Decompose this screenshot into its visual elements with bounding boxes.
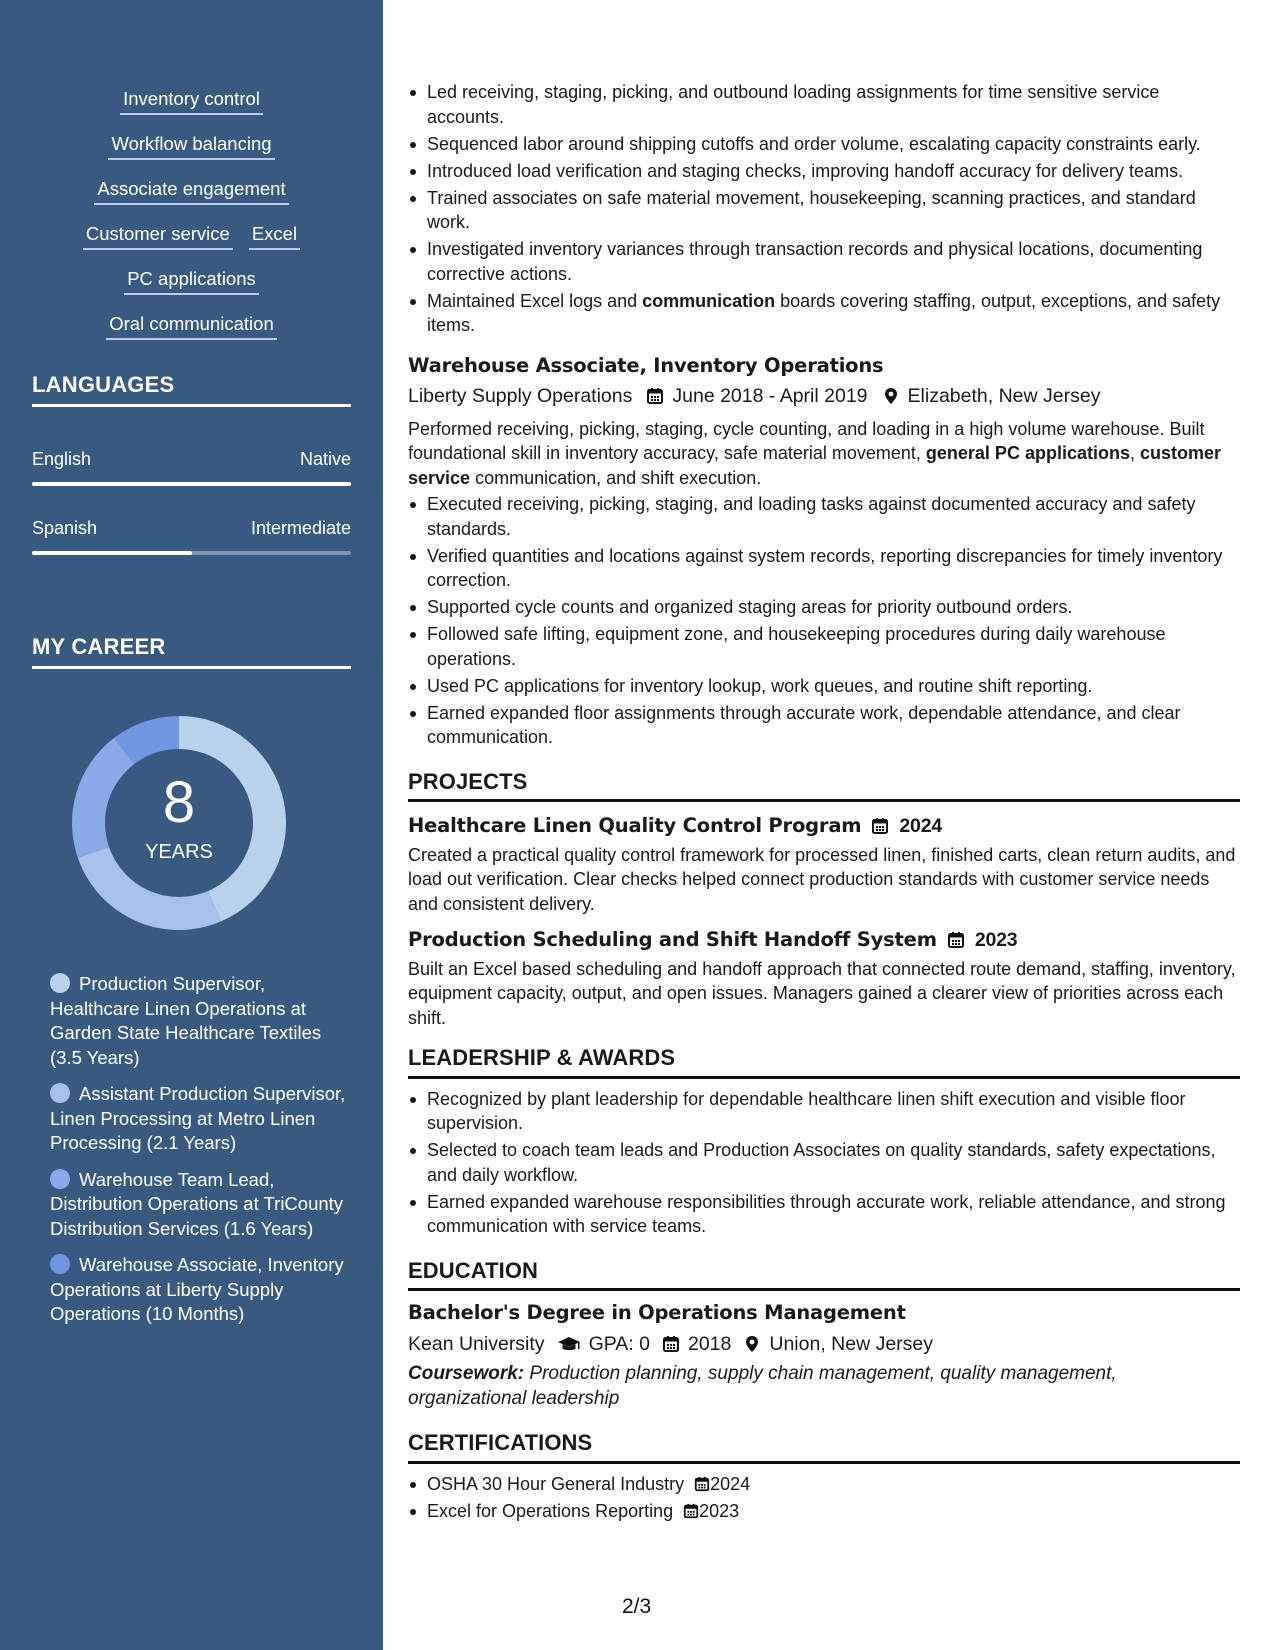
bullet-text-part: Maintained Excel logs and — [427, 290, 643, 311]
language-english — [32, 449, 351, 486]
skill-tag: Customer service — [83, 221, 233, 250]
sidebar — [0, 0, 383, 1650]
certification-name: OSHA 30 Hour General Industry — [427, 1473, 685, 1494]
certifications-heading: CERTIFICATIONS — [408, 1431, 1240, 1464]
coursework-text: Production planning, supply chain management, quality management, organizational leadership — [408, 1363, 1117, 1409]
career-item — [50, 1082, 350, 1156]
certification-name: Excel for Operations Reporting — [427, 1500, 674, 1521]
education-heading: EDUCATION — [408, 1259, 1240, 1292]
graduation-year: 2018 — [687, 1332, 732, 1355]
bullet-text-part: boards covering staffing, output, exceptions, and safety items. — [427, 290, 1221, 335]
skill-tag: Excel — [249, 221, 300, 250]
award-item: Selected to coach team leads and Production Associates on quality standards, safety expectations, and daily workflow. — [408, 1138, 1240, 1187]
certification-year: 2023 — [699, 1500, 740, 1521]
career-item — [50, 1253, 350, 1327]
language-level: Native — [299, 449, 351, 469]
certification-year: 2024 — [710, 1473, 751, 1494]
calendar-icon — [947, 931, 965, 949]
summary-text-part: customer service — [408, 443, 1222, 488]
location-pin-icon — [882, 387, 900, 405]
bullet-item — [408, 289, 1240, 338]
bullet-item: Led receiving, staging, picking, and outbound loading assignments for time sensitive service accounts. — [408, 80, 1240, 129]
projects-heading: PROJECTS — [408, 770, 1240, 803]
project-title-row — [408, 814, 1240, 839]
career-item — [50, 972, 350, 1070]
skill-row — [0, 176, 383, 221]
award-item: Earned expanded warehouse responsibilities through accurate work, reliable attendance, and strong communication with service teams. — [408, 1190, 1240, 1239]
skills-list — [0, 86, 383, 356]
skill-row — [0, 311, 383, 356]
certifications-list — [408, 1472, 1240, 1524]
summary-text-part: general PC applications — [925, 443, 1130, 463]
project-item — [408, 928, 1240, 1030]
education-meta — [408, 1332, 1240, 1357]
degree-title: Bachelor's Degree in Operations Management — [408, 1301, 906, 1324]
education-location: Union, New Jersey — [769, 1332, 934, 1355]
career-item-text: Production Supervisor, Healthcare Linen Operations at Garden State Healthcare Textiles (3.5 Years) — [50, 973, 322, 1068]
career-color-dot — [50, 1169, 70, 1189]
bullet-text-part: communication — [642, 290, 776, 311]
summary-text-part: , — [1129, 443, 1140, 463]
language-name: English — [32, 449, 92, 469]
calendar-icon — [871, 817, 889, 835]
summary-text-part: communication, and shift execution. — [470, 467, 762, 488]
job-bullets — [408, 492, 1240, 750]
language-level-bar — [32, 482, 351, 486]
language-level-fill — [32, 551, 192, 555]
leadership-list — [408, 1087, 1240, 1239]
languages-heading: LANGUAGES — [32, 372, 351, 407]
bullet-item: Introduced load verification and staging checks, improving handoff accuracy for delivery teams. — [408, 159, 1240, 184]
skill-row — [0, 86, 383, 131]
project-description: Created a practical quality control framework for processed linen, finished carts, clean return audits, and load out verification. Clear checks helped connect production standards with customer service needs and consistent delivery. — [408, 844, 1236, 914]
language-spanish — [32, 518, 351, 555]
certification-item — [408, 1499, 1240, 1524]
skill-tag: Oral communication — [106, 311, 277, 340]
career-donut-segment — [72, 738, 134, 858]
career-total: 8 — [162, 770, 196, 835]
bullet-item: Investigated inventory variances through transaction records and physical locations, documenting corrective actions. — [408, 237, 1240, 286]
graduation-cap-icon — [557, 1335, 581, 1353]
project-year: 2024 — [899, 815, 942, 837]
bullet-item: Trained associates on safe material movement, housekeeping, scanning practices, and standard work. — [408, 186, 1240, 235]
job-meta — [408, 384, 1240, 409]
bullet-item: Followed safe lifting, equipment zone, and housekeeping procedures during daily warehouse operations. — [408, 622, 1240, 671]
school-name: Kean University — [408, 1332, 545, 1355]
certification-item — [408, 1472, 1240, 1497]
main-content — [408, 80, 1240, 1526]
language-name: Spanish — [32, 518, 98, 538]
project-item — [408, 814, 1240, 916]
career-heading: MY CAREER — [32, 634, 351, 669]
skill-row — [0, 221, 383, 266]
skill-row — [0, 266, 383, 311]
career-color-dot — [50, 973, 70, 993]
bullet-item: Earned expanded floor assignments through accurate work, dependable attendance, and clear communication. — [408, 701, 1240, 750]
job-summary — [408, 417, 1240, 491]
calendar-icon — [662, 1335, 680, 1353]
page-number: 2/3 — [622, 1595, 652, 1618]
bullet-item: Supported cycle counts and organized staging areas for priority outbound orders. — [408, 595, 1240, 620]
language-level: Intermediate — [250, 518, 351, 538]
leadership-heading: LEADERSHIP & AWARDS — [408, 1046, 1240, 1079]
language-level-bar — [32, 551, 351, 555]
skill-tag: PC applications — [124, 266, 259, 295]
language-level-fill — [32, 482, 351, 486]
calendar-icon — [683, 1503, 699, 1519]
job-title: Warehouse Associate, Inventory Operations — [408, 353, 884, 377]
career-item — [50, 1168, 350, 1242]
career-donut-chart — [64, 708, 294, 938]
career-color-dot — [50, 1083, 70, 1103]
career-color-dot — [50, 1254, 70, 1274]
previous-job-bullets — [408, 80, 1240, 338]
project-title: Healthcare Linen Quality Control Program — [408, 814, 862, 837]
award-item: Recognized by plant leadership for dependable healthcare linen shift execution and visible floor supervision. — [408, 1087, 1240, 1136]
company-name: Liberty Supply Operations — [408, 385, 633, 407]
calendar-icon — [694, 1476, 710, 1492]
coursework-label: Coursework: — [408, 1363, 525, 1384]
skill-tag: Inventory control — [120, 86, 263, 115]
calendar-icon — [646, 387, 664, 405]
job-dates: June 2018 - April 2019 — [672, 385, 868, 407]
career-item-text: Warehouse Team Lead, Distribution Operations at TriCounty Distribution Services (1.6 Years) — [50, 1168, 344, 1239]
career-unit: YEARS — [145, 841, 213, 863]
bullet-item: Used PC applications for inventory lookup, work queues, and routine shift reporting. — [408, 674, 1240, 699]
skill-tag: Workflow balancing — [108, 131, 274, 160]
job-location: Elizabeth, New Jersey — [907, 385, 1101, 407]
coursework — [408, 1362, 1240, 1411]
project-year: 2023 — [974, 929, 1018, 951]
skill-row — [0, 131, 383, 176]
career-item-text: Warehouse Associate, Inventory Operations at Liberty Supply Operations (10 Months) — [50, 1254, 344, 1324]
gpa: GPA: 0 — [588, 1332, 650, 1355]
career-item-text: Assistant Production Supervisor, Linen Processing at Metro Linen Processing (2.1 Years) — [50, 1083, 346, 1153]
projects-list — [408, 814, 1240, 1030]
career-list — [50, 972, 350, 1339]
bullet-item: Sequenced labor around shipping cutoffs and order volume, escalating capacity constraints early. — [408, 132, 1240, 157]
bullet-item: Executed receiving, picking, staging, and loading tasks against documented accuracy and safety standards. — [408, 492, 1240, 541]
summary-text-part: Performed receiving, picking, staging, cycle counting, and loading in a high volume warehouse. Built foundational skill in inventory accuracy, safe material movement, — [408, 418, 1205, 463]
location-pin-icon — [743, 1335, 761, 1353]
skill-tag: Associate engagement — [94, 176, 288, 205]
bullet-item: Verified quantities and locations against system records, reporting discrepancies for timely inventory correction. — [408, 544, 1240, 593]
project-description: Built an Excel based scheduling and handoff approach that connected route demand, staffing, inventory, equipment capacity, output, and open issues. Managers gained a clearer view of priorities across each shift. — [408, 958, 1236, 1028]
project-title-row — [408, 928, 1240, 953]
project-title: Production Scheduling and Shift Handoff System — [408, 928, 937, 951]
